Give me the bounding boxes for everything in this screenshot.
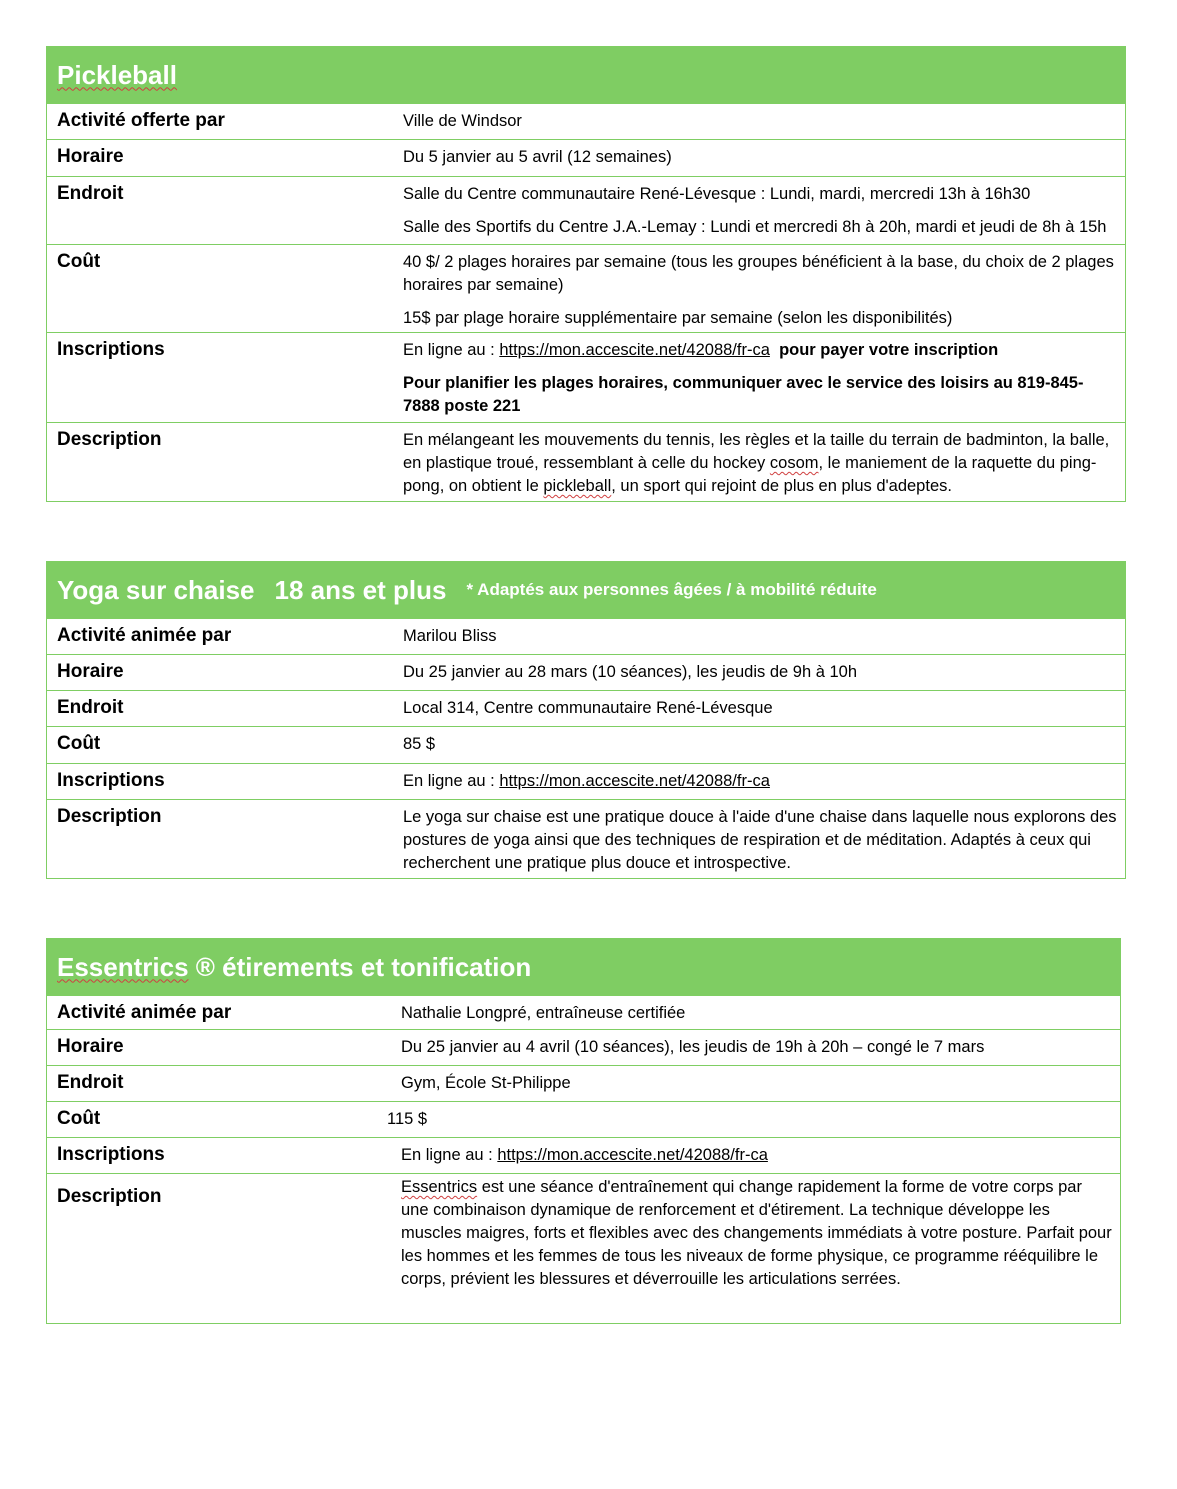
- row-label: Description: [57, 806, 162, 827]
- row-value: Le yoga sur chaise est une pratique douce à l'aide d'une chaise dans laquelle nous explorons des postures de yoga ainsi que des techniques de respiration et de méditation. Adaptés à ceux qui recherchent une pratique plus douce et introspective.: [403, 808, 1117, 872]
- row-registration: [47, 332, 1125, 422]
- activity-age: 18 ans et plus: [274, 574, 447, 605]
- row-cost: [47, 726, 1125, 763]
- activity-title-word: Essentrics: [57, 951, 189, 982]
- row-value: [403, 333, 1125, 422]
- row-value: Du 25 janvier au 4 avril (10 séances), les jeudis de 19h à 20h – congé le 7 mars: [401, 1038, 985, 1056]
- row-location: [47, 1065, 1120, 1101]
- registration-line: [403, 339, 1117, 362]
- row-description: [47, 1173, 1120, 1323]
- row-location: [47, 690, 1125, 726]
- row-value: [401, 1174, 1120, 1323]
- row-label: Horaire: [57, 661, 124, 682]
- description-text: , un sport qui rejoint de plus en plus d'adeptes.: [611, 477, 952, 495]
- row-label: Inscriptions: [57, 339, 165, 360]
- cost-line: 15$ par plage horaire supplémentaire par semaine (selon les disponibilités): [403, 309, 953, 327]
- description-text: , le maniement de la raquette du ping-pong, on obtient le: [403, 454, 1097, 495]
- row-value: 85 $: [403, 735, 436, 753]
- row-label: Coût: [57, 733, 101, 754]
- row-location: [47, 176, 1125, 244]
- row-organizer: [47, 618, 1125, 654]
- row-value: [403, 245, 1125, 332]
- activity-pickleball: [46, 46, 1126, 502]
- registration-link[interactable]: https://mon.accescite.net/42088/fr-ca: [499, 772, 770, 790]
- row-label: Inscriptions: [57, 1144, 165, 1165]
- row-schedule: [47, 1029, 1120, 1065]
- row-label: Activité offerte par: [57, 110, 225, 131]
- row-value: [403, 177, 1125, 244]
- registration-note: Pour planifier les plages horaires, communiquer avec le service des loisirs au 819-845-7888 poste 221: [403, 374, 1084, 415]
- row-label: Endroit: [57, 183, 124, 204]
- registration-prefix: En ligne au :: [403, 772, 500, 790]
- row-value: 115 $: [387, 1110, 428, 1128]
- description-text: est une séance d'entraînement qui change rapidement la forme de votre corps par une combinaison dynamique de renforcement et d'étirement. La technique développe les muscles maigres, forts et flexibles avec des changements immédiats à votre posture. Parfait pour les hommes et les femmes de tous les niveaux de forme physique, ce programme rééquilibre le corps, prévient les blessures et déverrouille les articulations serrées.: [401, 1178, 1112, 1288]
- row-value: [403, 423, 1125, 502]
- description-word: pickleball: [543, 477, 612, 495]
- registration-link[interactable]: https://mon.accescite.net/42088/fr-ca: [499, 341, 770, 359]
- location-line: Salle des Sportifs du Centre J.A.-Lemay : Lundi et mercredi 8h à 20h, mardi et jeudi de 8h à 15h: [403, 218, 1107, 236]
- row-label: Inscriptions: [57, 770, 165, 791]
- row-label: Horaire: [57, 1036, 124, 1057]
- row-registration: [47, 1137, 1120, 1173]
- row-label: Description: [57, 1186, 162, 1207]
- cost-line: 40 $/ 2 plages horaires par semaine (tous les groupes bénéficient à la base, du choix de 2 plages horaires par semaine): [403, 253, 1114, 294]
- row-schedule: [47, 139, 1125, 176]
- row-label: Activité animée par: [57, 625, 232, 646]
- row-cost: [47, 244, 1125, 332]
- registration-prefix: En ligne au :: [401, 1146, 498, 1164]
- row-label: Horaire: [57, 146, 124, 167]
- activity-title: Pickleball: [57, 59, 177, 90]
- activity-yoga: [46, 561, 1126, 879]
- location-line: Salle du Centre communautaire René-Lévesque : Lundi, mardi, mercredi 13h à 16h30: [403, 185, 1031, 203]
- registration-prefix: En ligne au :: [403, 341, 500, 359]
- row-label: Activité animée par: [57, 1002, 232, 1023]
- row-value: [401, 1138, 1120, 1173]
- activity-title: Yoga sur chaise: [57, 574, 255, 605]
- row-value: Local 314, Centre communautaire René-Lévesque: [403, 699, 773, 717]
- activity-title: ® étirements et tonification: [188, 951, 532, 982]
- row-organizer: [47, 995, 1120, 1029]
- row-value: [403, 764, 1125, 799]
- row-value: Ville de Windsor: [403, 112, 522, 130]
- registration-suffix: pour payer votre inscription: [779, 341, 999, 359]
- row-label: Endroit: [57, 1072, 124, 1093]
- row-cost: [47, 1101, 1120, 1137]
- row-value: Marilou Bliss: [403, 627, 497, 645]
- row-description: [47, 422, 1125, 502]
- row-organizer: [47, 103, 1125, 139]
- row-value: Gym, École St-Philippe: [401, 1074, 571, 1092]
- row-value: Du 25 janvier au 28 mars (10 séances), les jeudis de 9h à 10h: [403, 663, 858, 681]
- row-description: [47, 799, 1125, 878]
- activity-subtitle: * Adaptés aux personnes âgées / à mobilité réduite: [466, 580, 877, 599]
- activity-header: [47, 47, 1125, 103]
- description-text: En mélangeant les mouvements du tennis, les règles et la taille du terrain de badminton, la balle, en plastique troué, ressemblant à celle du hockey: [403, 431, 1110, 472]
- row-label: Coût: [57, 251, 101, 272]
- row-label: Coût: [57, 1108, 101, 1129]
- row-registration: [47, 763, 1125, 799]
- row-schedule: [47, 654, 1125, 690]
- activity-header: [47, 562, 1125, 618]
- row-value: Du 5 janvier au 5 avril (12 semaines): [403, 148, 672, 166]
- activity-essentrics: [46, 938, 1121, 1324]
- description-word: cosom: [769, 454, 819, 472]
- registration-link[interactable]: https://mon.accescite.net/42088/fr-ca: [497, 1146, 768, 1164]
- row-label: Endroit: [57, 697, 124, 718]
- row-label: Description: [57, 429, 162, 450]
- activity-header: [47, 939, 1120, 995]
- description-word: Essentrics: [401, 1178, 478, 1196]
- row-value: Nathalie Longpré, entraîneuse certifiée: [401, 1004, 686, 1022]
